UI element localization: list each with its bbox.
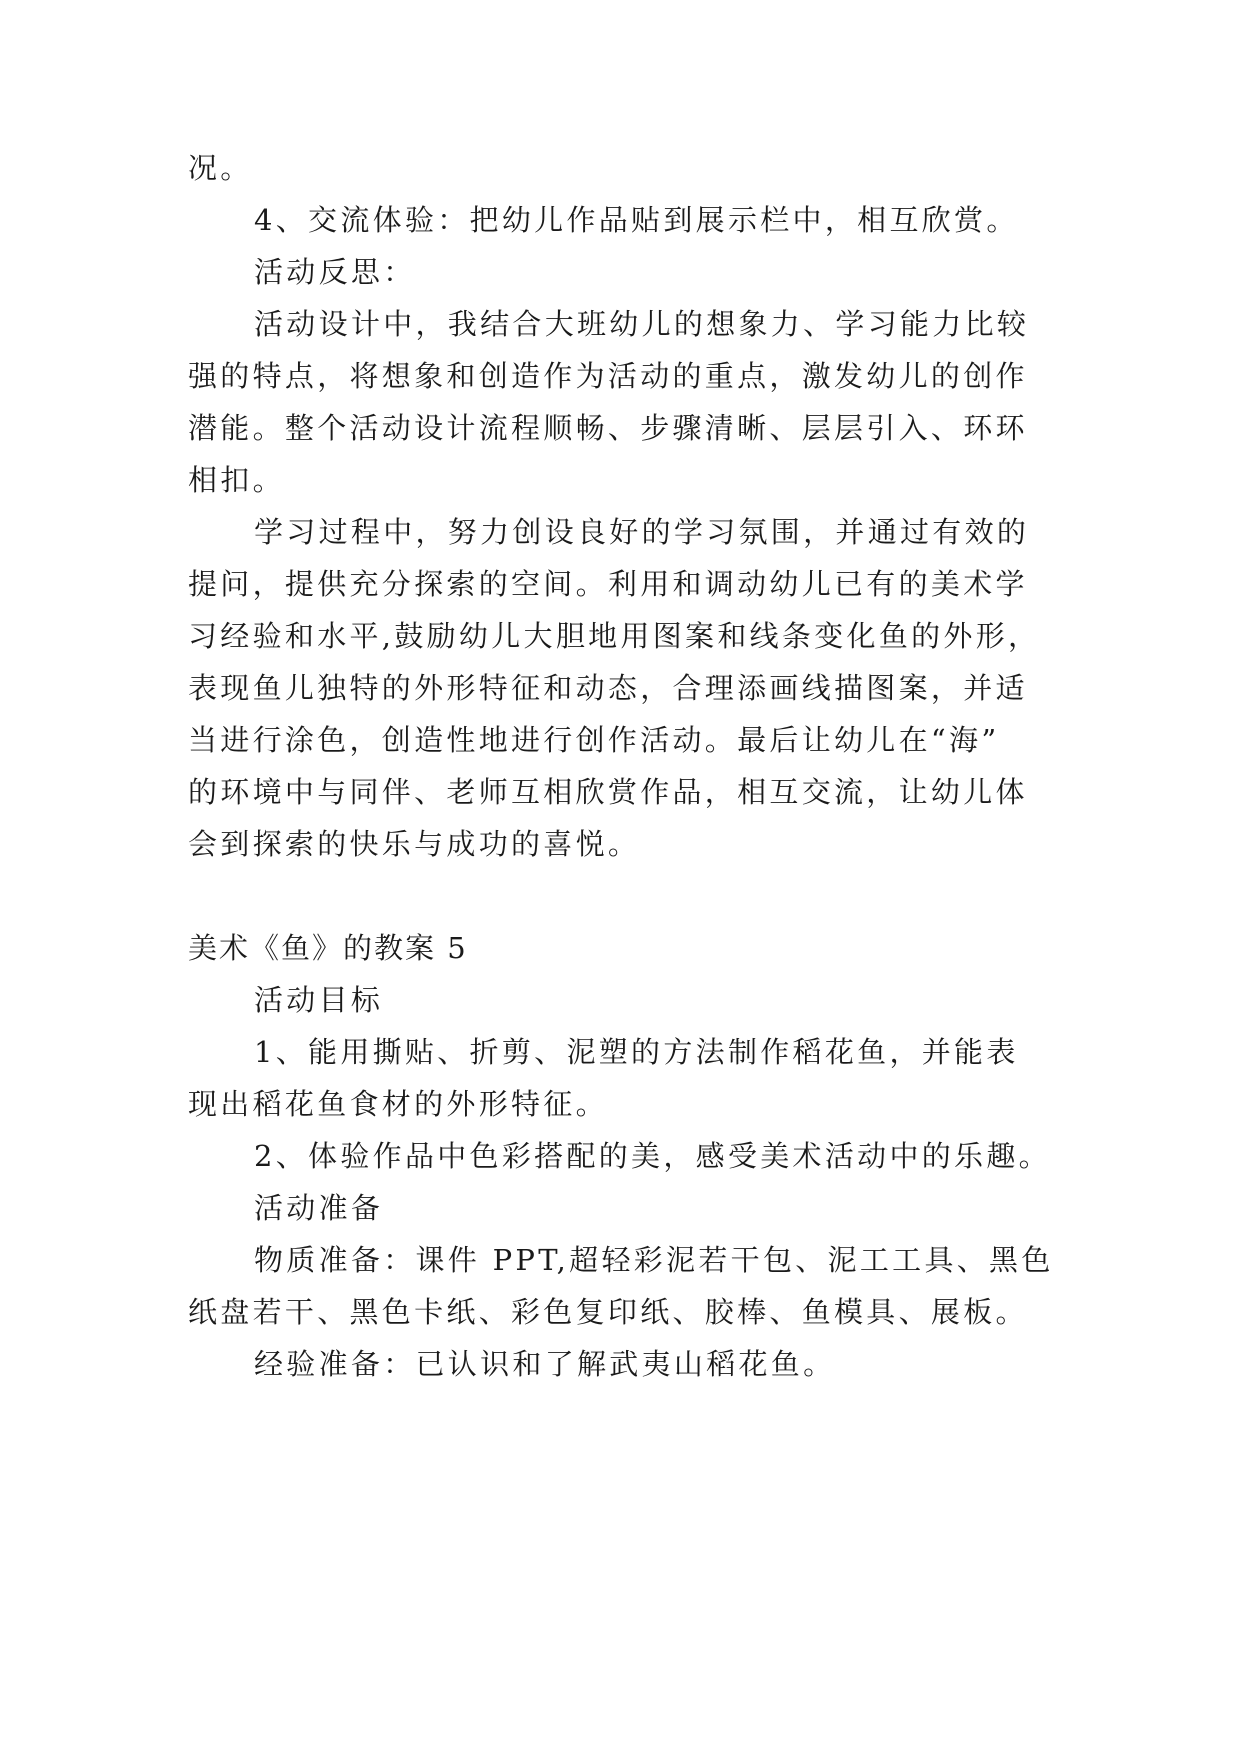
- paragraph-line: 潜能。整个活动设计流程顺畅、步骤清晰、层层引入、环环: [188, 411, 1028, 445]
- section-heading: 活动目标: [254, 983, 384, 1017]
- document-title: 美术《鱼》的教案 5: [188, 931, 468, 965]
- text-line: 况。: [188, 151, 253, 185]
- paragraph-line: 表现鱼儿独特的外形特征和动态，合理添画线描图案，并适: [188, 671, 1028, 705]
- paragraph-line: 学习过程中，努力创设良好的学习氛围，并通过有效的: [254, 515, 1030, 549]
- paragraph-line: 1、能用撕贴、折剪、泥塑的方法制作稻花鱼，并能表: [254, 1035, 1019, 1069]
- paragraph-line: 活动设计中，我结合大班幼儿的想象力、学习能力比较: [254, 307, 1030, 341]
- paragraph-line: 现出稻花鱼食材的外形特征。: [188, 1087, 608, 1121]
- paragraph-line: 物质准备：课件 PPT,超轻彩泥若干包、泥工工具、黑色: [254, 1243, 1054, 1277]
- paragraph-line: 习经验和水平,鼓励幼儿大胆地用图案和线条变化鱼的外形，: [188, 619, 1041, 653]
- text-line: 4、交流体验：把幼儿作品贴到展示栏中，相互欣赏。: [254, 203, 1019, 237]
- paragraph-line: 会到探索的快乐与成功的喜悦。: [188, 827, 641, 861]
- paragraph-line: 相扣。: [188, 463, 285, 497]
- paragraph-line: 提问，提供充分探索的空间。利用和调动幼儿已有的美术学: [188, 567, 1028, 601]
- paragraph-line: 2、体验作品中色彩搭配的美，感受美术活动中的乐趣。: [254, 1139, 1051, 1173]
- paragraph-line: 的环境中与同伴、老师互相欣赏作品，相互交流，让幼儿体: [188, 775, 1028, 809]
- paragraph-line: 经验准备：已认识和了解武夷山稻花鱼。: [254, 1347, 836, 1381]
- section-heading: 活动反思：: [254, 255, 416, 289]
- paragraph-line: 当进行涂色，创造性地进行创作活动。最后让幼儿在“海”: [188, 723, 1000, 757]
- section-heading: 活动准备: [254, 1191, 384, 1225]
- paragraph-line: 纸盘若干、黑色卡纸、彩色复印纸、胶棒、鱼模具、展板。: [188, 1295, 1028, 1329]
- paragraph-line: 强的特点，将想象和创造作为活动的重点，激发幼儿的创作: [188, 359, 1028, 393]
